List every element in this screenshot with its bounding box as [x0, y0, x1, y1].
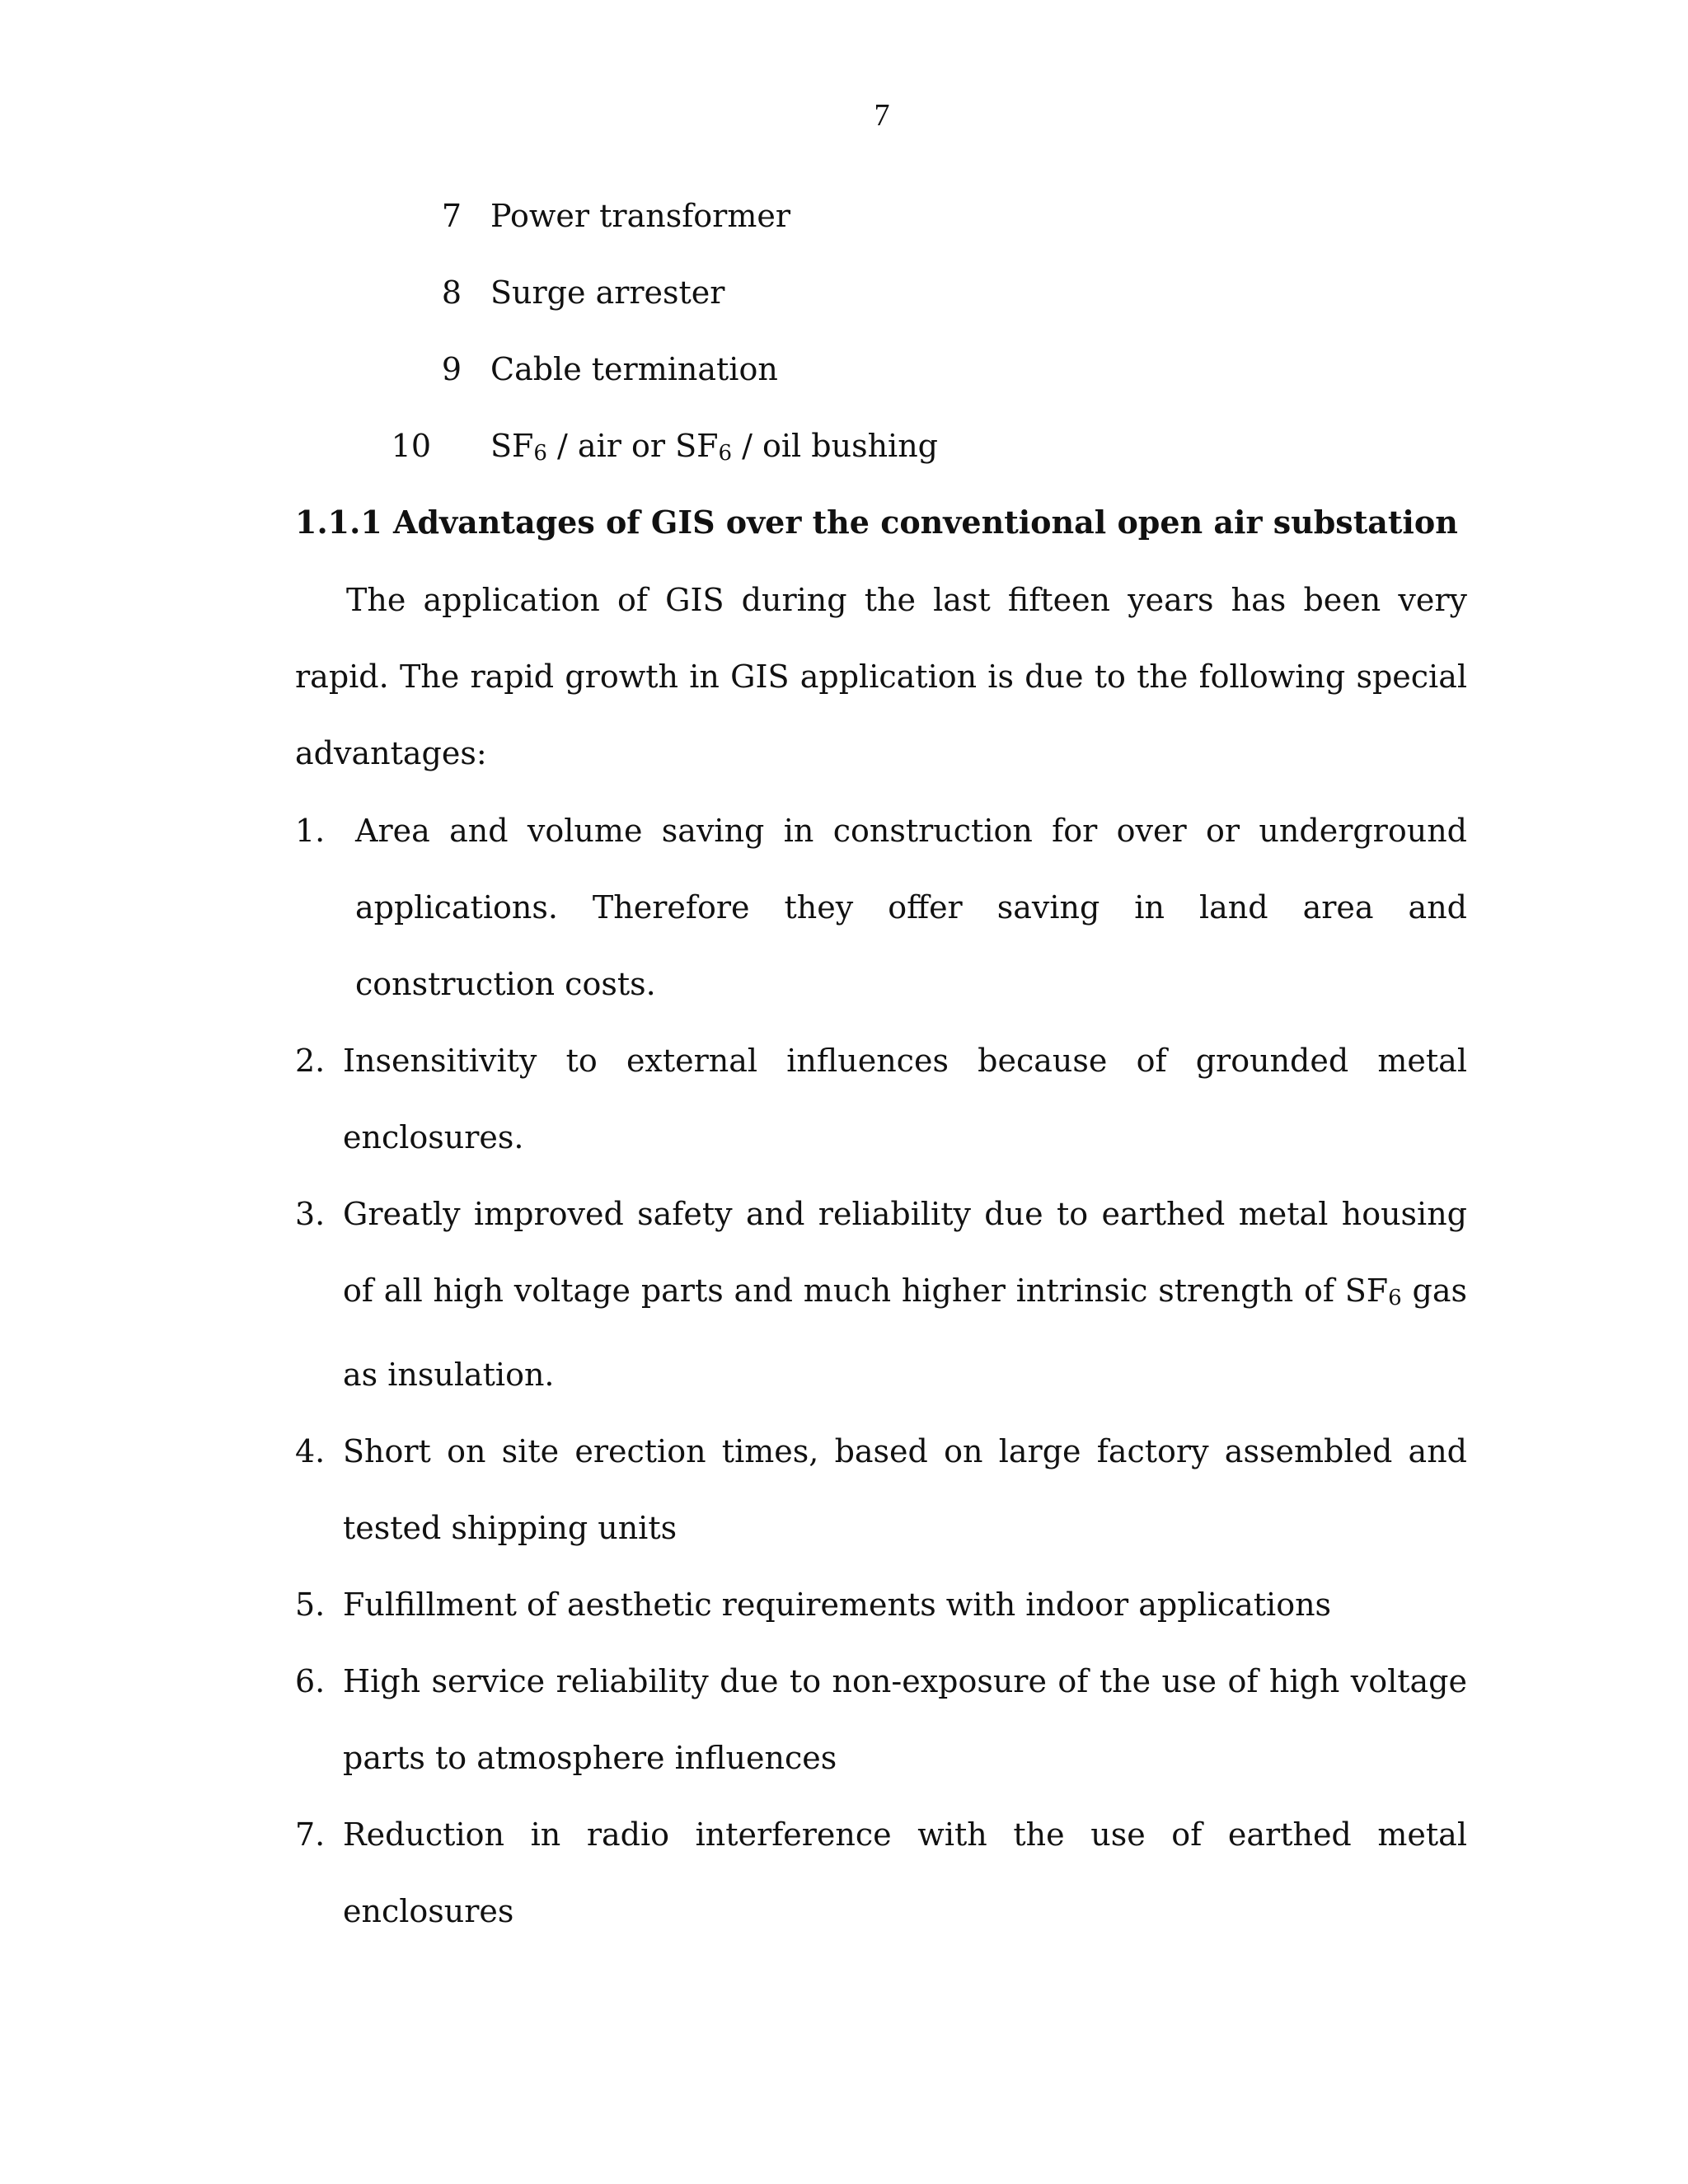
list-item-number: 5. — [295, 1586, 326, 1623]
list-item-text: Insensitivity to external influences because of grounded metal enclosures. — [343, 1043, 1467, 1155]
component-label: Surge arrester — [490, 274, 725, 311]
component-row — [0, 268, 1688, 317]
list-item-text: Area and volume saving in construction for over or underground applications. Therefore they offer saving in land area and construction costs. — [355, 813, 1467, 1002]
component-number: 10 — [391, 428, 431, 464]
text-part: gas as insulation. — [343, 1272, 1467, 1393]
list-item — [295, 1023, 1467, 1176]
component-row — [0, 421, 1688, 471]
component-number: 8 — [441, 274, 462, 311]
list-item-text: Reduction in radio interference with the use of earthed metal enclosures — [343, 1816, 1467, 1929]
list-item — [295, 1176, 1467, 1413]
subscript: 6 — [718, 441, 733, 466]
list-item-number: 6. — [295, 1663, 326, 1699]
component-row — [0, 191, 1688, 241]
list-item — [295, 1643, 1467, 1797]
component-number: 7 — [441, 198, 462, 234]
component-number: 9 — [441, 351, 462, 387]
label-part: / oil bushing — [732, 428, 938, 464]
intro-paragraph: The application of GIS during the last fifteen years has been very rapid. The rapid growth in GIS application is due to the following special advantages: — [295, 582, 1467, 771]
component-label — [490, 421, 938, 478]
list-item-number: 4. — [295, 1433, 326, 1469]
page-number: 7 — [874, 98, 890, 133]
list-item-text: High service reliability due to non-exposure of the use of high voltage parts to atmosphere influences — [343, 1663, 1467, 1776]
list-item-text — [343, 1196, 1467, 1393]
component-label: Cable termination — [490, 351, 778, 387]
list-item-number: 2. — [295, 1043, 326, 1079]
list-item-number: 3. — [295, 1196, 326, 1232]
list-item-text: Fulfillment of aesthetic requirements with indoor applications — [343, 1586, 1332, 1623]
list-item-number: 1. — [295, 813, 326, 849]
list-item — [295, 793, 1467, 1023]
label-part: / air or SF — [546, 428, 719, 464]
label-part: SF — [490, 428, 534, 464]
list-item — [295, 1413, 1467, 1567]
section-heading: 1.1.1 Advantages of GIS over the conventional open air substation — [295, 504, 1458, 541]
component-row — [0, 344, 1688, 394]
text-part: Greatly improved safety and reliability due to earthed metal housing of all high voltage parts and much higher intrinsic strength of SF — [343, 1196, 1467, 1309]
advantages-list — [295, 793, 1467, 1950]
list-item — [295, 1797, 1467, 1950]
component-label: Power transformer — [490, 198, 791, 234]
list-item-number: 7. — [295, 1816, 326, 1853]
subscript: 6 — [1388, 1286, 1402, 1310]
subscript: 6 — [533, 441, 547, 466]
list-item-text: Short on site erection times, based on large factory assembled and tested shipping units — [343, 1433, 1467, 1546]
list-item — [295, 1567, 1467, 1643]
